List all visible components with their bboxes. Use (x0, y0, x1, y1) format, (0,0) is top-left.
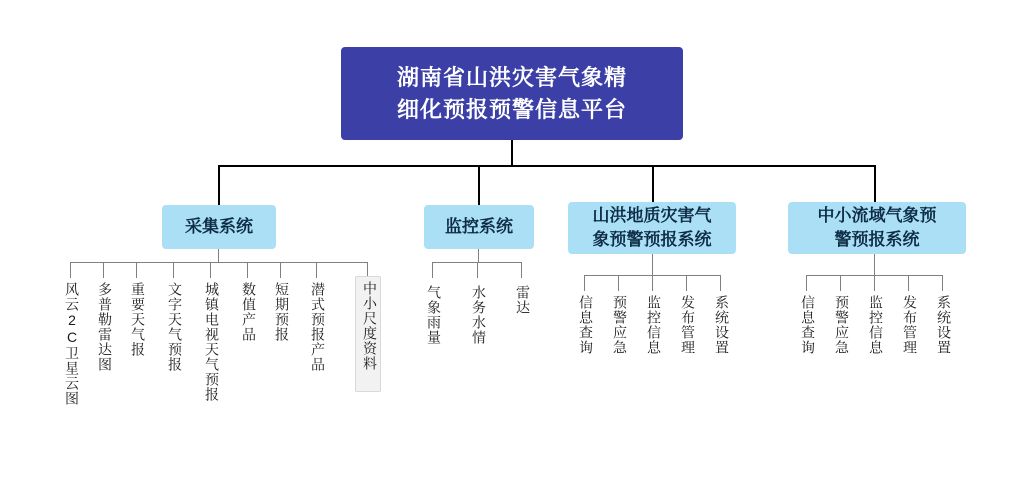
leaf-label: 城镇电视天气预报 (204, 282, 220, 402)
connector-root-to-branch-3 (874, 165, 876, 202)
leaf-node[interactable] (128, 278, 148, 386)
connector-branch3-stem (874, 254, 875, 276)
leaf-label: 多普勒雷达图 (97, 282, 113, 372)
leaf-node[interactable] (513, 281, 533, 323)
leaf-node[interactable] (678, 291, 698, 367)
root-node[interactable] (341, 47, 683, 140)
leaf-node[interactable] (239, 278, 259, 370)
connector-root-to-branch-2 (652, 165, 654, 202)
connector-branch1-stem (478, 249, 479, 263)
connector-branch0-leaf-5 (247, 262, 248, 278)
connector-root-to-branch-1 (478, 165, 480, 205)
connector-branch0-leaf-0 (70, 262, 71, 278)
leaf-label: 监控信息 (646, 295, 662, 355)
branch-node-label-line1: 山洪地质灾害气 (592, 206, 712, 225)
leaf-node[interactable] (424, 281, 444, 353)
connector-branch2-leaf-2 (652, 275, 653, 291)
connector-branch1-leaf-1 (477, 262, 478, 278)
leaf-label: 风云2C卫星云图 (64, 282, 80, 406)
leaf-node[interactable] (866, 291, 886, 367)
leaf-node[interactable] (900, 291, 920, 367)
branch-node-monitoring-system[interactable] (424, 205, 534, 249)
branch-node-label-line1: 中小流域气象预 (817, 206, 937, 225)
branch-node-label: 采集系统 (185, 217, 253, 236)
leaf-node[interactable] (610, 291, 630, 367)
leaf-label: 数值产品 (241, 282, 257, 342)
branch-node-label-line2: 警预报系统 (834, 230, 920, 249)
connector-branch3-leaf-0 (806, 275, 807, 291)
connector-branch2-leaf-4 (720, 275, 721, 291)
connector-branch0-leaf-2 (136, 262, 137, 278)
connector-root-stem (511, 140, 513, 166)
leaf-label: 监控信息 (868, 295, 884, 355)
leaf-label: 系统设置 (714, 295, 730, 355)
leaf-label: 气象雨量 (426, 285, 442, 345)
leaf-label: 发布管理 (680, 295, 696, 355)
branch-node-label: 监控系统 (445, 217, 513, 236)
connector-branch3-leaf-4 (942, 275, 943, 291)
leaf-label: 水务水情 (471, 285, 487, 345)
connector-branch3-leaf-2 (874, 275, 875, 291)
leaf-node[interactable] (832, 291, 852, 367)
connector-branch1-leaf-2 (521, 262, 522, 278)
connector-branch0-leaf-1 (103, 262, 104, 278)
connector-branch0-leaf-4 (210, 262, 211, 278)
connector-branch3-leaf-3 (908, 275, 909, 291)
root-node-label-line1: 湖南省山洪灾害气象精 (396, 64, 627, 90)
connector-branch0-stem (218, 249, 219, 263)
leaf-node[interactable] (934, 291, 954, 367)
leaf-node[interactable] (576, 291, 596, 367)
leaf-label: 系统设置 (936, 295, 952, 355)
branch-node-collection-system[interactable] (162, 205, 276, 249)
leaf-node[interactable] (272, 278, 292, 370)
connector-root-to-branch-0 (218, 165, 220, 205)
branch-node-label-line2: 象预警预报系统 (592, 230, 712, 249)
leaf-node[interactable] (95, 278, 115, 400)
leaf-label: 发布管理 (902, 295, 918, 355)
leaf-node[interactable] (62, 278, 82, 430)
leaf-label: 文字天气预报 (167, 282, 183, 372)
connector-branch1-leaf-0 (432, 262, 433, 278)
leaf-node[interactable] (469, 281, 489, 353)
leaf-label: 短期预报 (274, 282, 290, 342)
connector-branch2-leaf-0 (584, 275, 585, 291)
connector-branch2-leaf-3 (686, 275, 687, 291)
leaf-label: 中小尺度资料 (362, 281, 378, 371)
connector-root-bus (218, 165, 875, 167)
leaf-node[interactable] (644, 291, 664, 367)
connector-branch0-bus (70, 262, 367, 263)
connector-branch2-stem (652, 254, 653, 276)
connector-branch0-leaf-3 (173, 262, 174, 278)
leaf-label: 信息查询 (800, 295, 816, 355)
connector-branch3-leaf-1 (840, 275, 841, 291)
leaf-node[interactable] (165, 278, 185, 400)
branch-node-small-basin-warning-system[interactable] (788, 202, 966, 254)
leaf-node[interactable] (798, 291, 818, 367)
connector-branch0-leaf-7 (316, 262, 317, 278)
leaf-node[interactable] (712, 291, 732, 367)
leaf-label: 雷达 (515, 285, 531, 315)
leaf-label: 潜式预报产品 (310, 282, 326, 372)
leaf-label: 预警应急 (834, 295, 850, 355)
connector-branch2-leaf-1 (618, 275, 619, 291)
leaf-label: 预警应急 (612, 295, 628, 355)
leaf-label: 信息查询 (578, 295, 594, 355)
leaf-node-highlighted[interactable] (355, 276, 381, 392)
leaf-node[interactable] (202, 278, 222, 436)
branch-node-flood-geo-warning-system[interactable] (568, 202, 736, 254)
connector-branch0-leaf-6 (280, 262, 281, 278)
root-node-label-line2: 细化预报预警信息平台 (396, 96, 627, 122)
leaf-label: 重要天气报 (130, 282, 146, 357)
leaf-node[interactable] (308, 278, 328, 400)
